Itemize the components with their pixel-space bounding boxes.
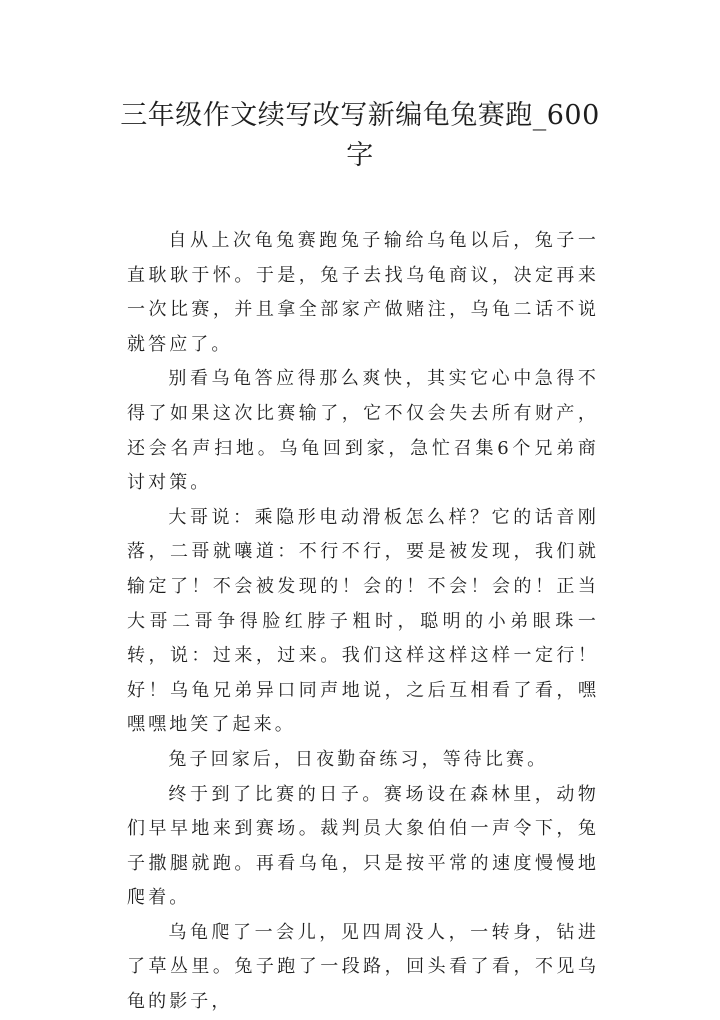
document-body — [127, 224, 599, 1020]
paragraph-4: 兔子回家后，日夜勤奋练习，等待比赛。 — [168, 748, 549, 770]
document-title: 三年级作文续写改写新编龟兔赛跑_600字 — [120, 100, 600, 171]
paragraph-3: 大哥说：乘隐形电动滑板怎么样？它的话音刚落，二哥就嚷道：不行不行，要是被发现，我们就输定了！不会被发现的！会的！不会！会的！正当大哥二哥争得脸红脖子粗时，聪明的小弟眼珠一转，说：过来，过来。我们这样这样这样一定行！好！乌龟兄弟异口同声地说，之后互相看了看，嘿嘿嘿地笑了起来。 — [127, 506, 599, 736]
paragraph-5: 终于到了比赛的日子。赛场设在森林里，动物们早早地来到赛场。裁判员大象伯伯一声令下，兔子撒腿就跑。再看乌龟，只是按平常的速度慢慢地爬着。 — [127, 783, 599, 909]
paragraph-6: 乌龟爬了一会儿，见四周没人，一转身，钻进了草丛里。兔子跑了一段路，回头看了看，不见乌龟的影子， — [127, 921, 599, 1013]
paragraph-2: 别看乌龟答应得那么爽快，其实它心中急得不得了如果这次比赛输了，它不仅会失去所有财产，还会名声扫地。乌龟回到家，急忙召集6个兄弟商讨对策。 — [127, 368, 599, 494]
paragraph-1: 自从上次龟兔赛跑兔子输给乌龟以后，兔子一直耿耿于怀。于是，兔子去找乌龟商议，决定再来一次比赛，并且拿全部家产做赌注，乌龟二话不说就答应了。 — [127, 230, 599, 355]
